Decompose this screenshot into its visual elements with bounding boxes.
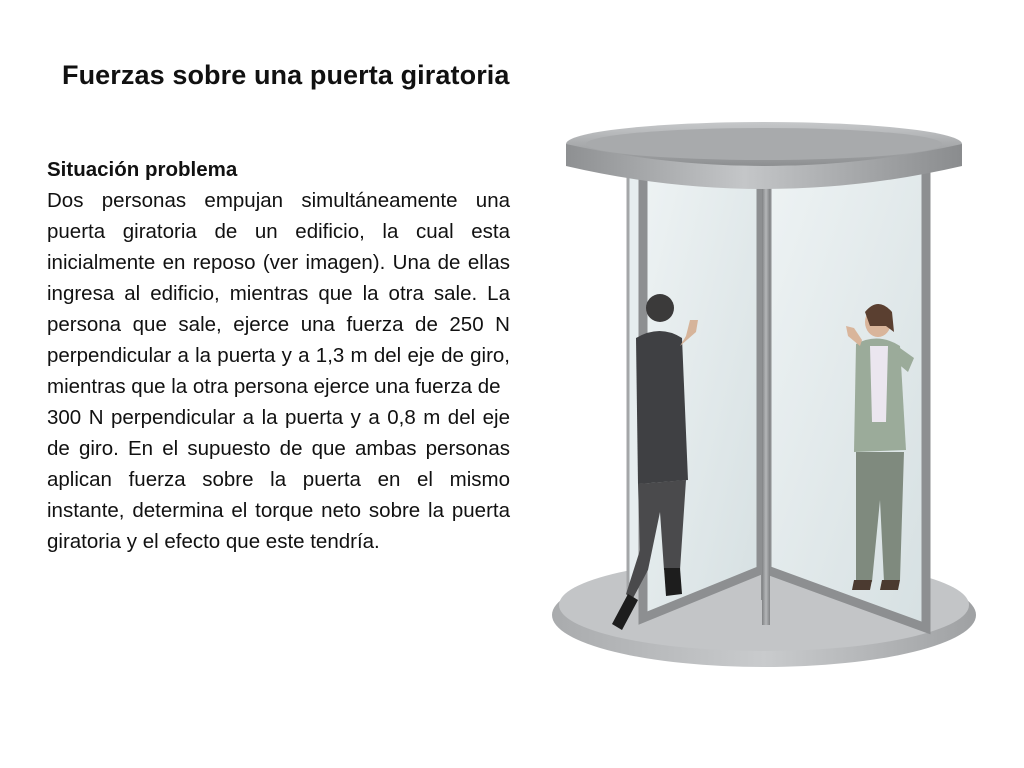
door-wing-front (762, 155, 770, 625)
slide-title: Fuerzas sobre una puerta giratoria (62, 60, 510, 90)
revolving-door-illustration (548, 100, 980, 670)
problem-statement-part1: Dos personas empujan simultáneamente una puerta giratoria de un edificio, la cual esta inicialmente en reposo (ver imagen). Una de ellas ingresa al edificio, mientras que la otra sale. La persona que sale, ejerce una fuerza de 250 N perpendicular a la puerta y a 1,3 m del eje de giro, mientras que la otra persona ejerce una fuerza de (47, 189, 510, 398)
problem-statement (47, 185, 510, 557)
problem-text-block (47, 154, 510, 557)
section-heading: Situación problema (47, 158, 238, 181)
problem-statement-part2: 300 N perpendicular a la puerta y a 0,8 m del eje de giro. En el supuesto de que ambas personas aplican fuerza sobre la puerta en el mismo instante, determina el torque neto sobre la puerta giratoria y el efecto que este tendría. (47, 406, 510, 553)
